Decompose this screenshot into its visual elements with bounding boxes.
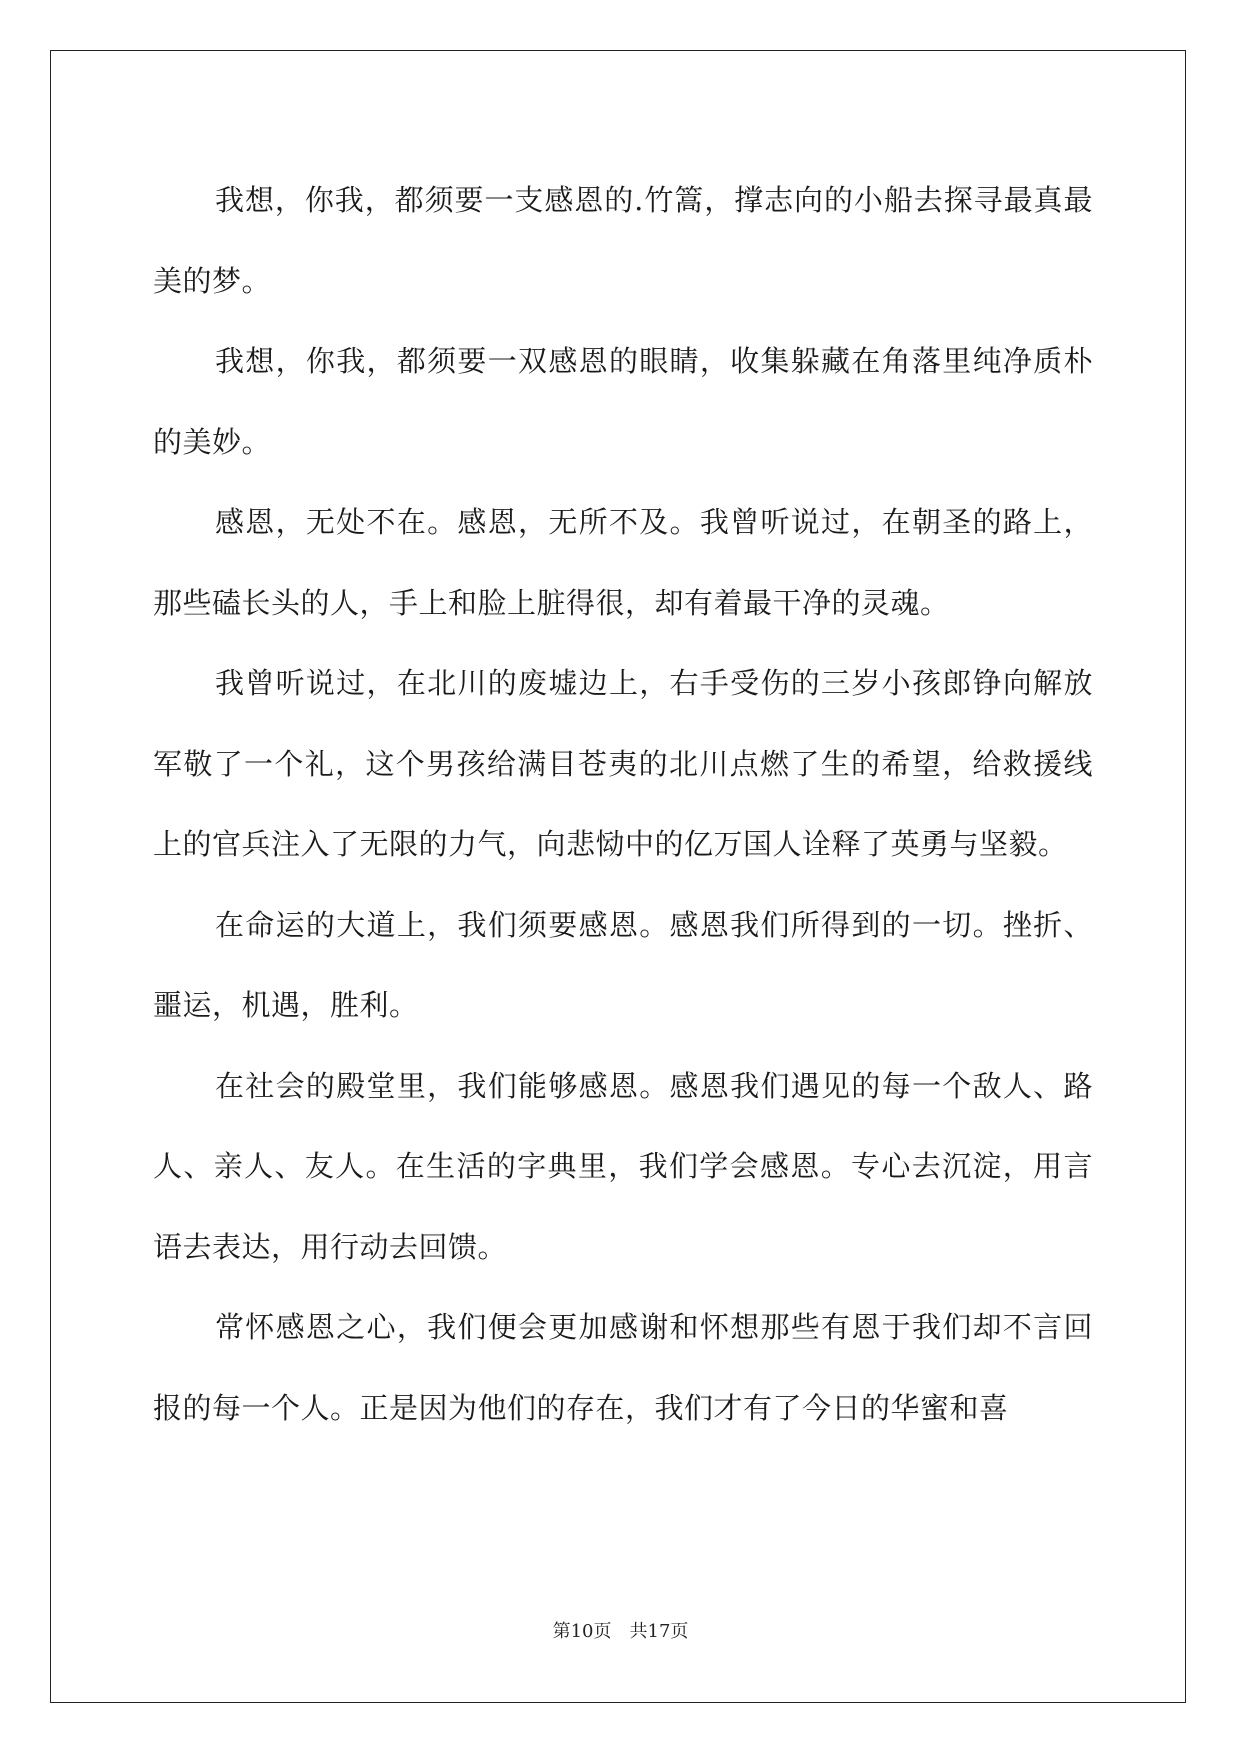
document-body xyxy=(153,160,1093,1448)
paragraph: 我曾听说过，在北川的废墟边上，右手受伤的三岁小孩郎铮向解放军敬了一个礼，这个男孩给满目苍夷的北川点燃了生的希望，给救援线上的官兵注入了无限的力气，向悲恸中的亿万国人诠释了英勇与坚毅。 xyxy=(153,666,1093,861)
page-number-current: 第10页 xyxy=(552,1621,612,1642)
paragraph: 我想，你我，都须要一支感恩的.竹篙，撑志向的小船去探寻最真最美的梦。 xyxy=(153,183,1093,298)
paragraph: 在命运的大道上，我们须要感恩。感恩我们所得到的一切。挫折、噩运，机遇，胜利。 xyxy=(153,907,1093,1022)
paragraph: 我想，你我，都须要一双感恩的眼睛，收集躲藏在角落里纯净质朴的美妙。 xyxy=(153,344,1093,459)
paragraph: 常怀感恩之心，我们便会更加感谢和怀想那些有恩于我们却不言回报的每一个人。正是因为他们的存在，我们才有了今日的华蜜和喜 xyxy=(153,1310,1093,1425)
page-footer xyxy=(0,1617,1241,1643)
paragraph: 在社会的殿堂里，我们能够感恩。感恩我们遇见的每一个敌人、路人、亲人、友人。在生活的字典里，我们学会感恩。专心去沉淀，用言语去表达，用行动去回馈。 xyxy=(153,1068,1093,1264)
page-number-total: 共17页 xyxy=(629,1621,689,1642)
paragraph: 感恩，无处不在。感恩，无所不及。我曾听说过，在朝圣的路上，那些磕长头的人，手上和脸上脏得很，却有着最干净的灵魂。 xyxy=(153,505,1093,620)
